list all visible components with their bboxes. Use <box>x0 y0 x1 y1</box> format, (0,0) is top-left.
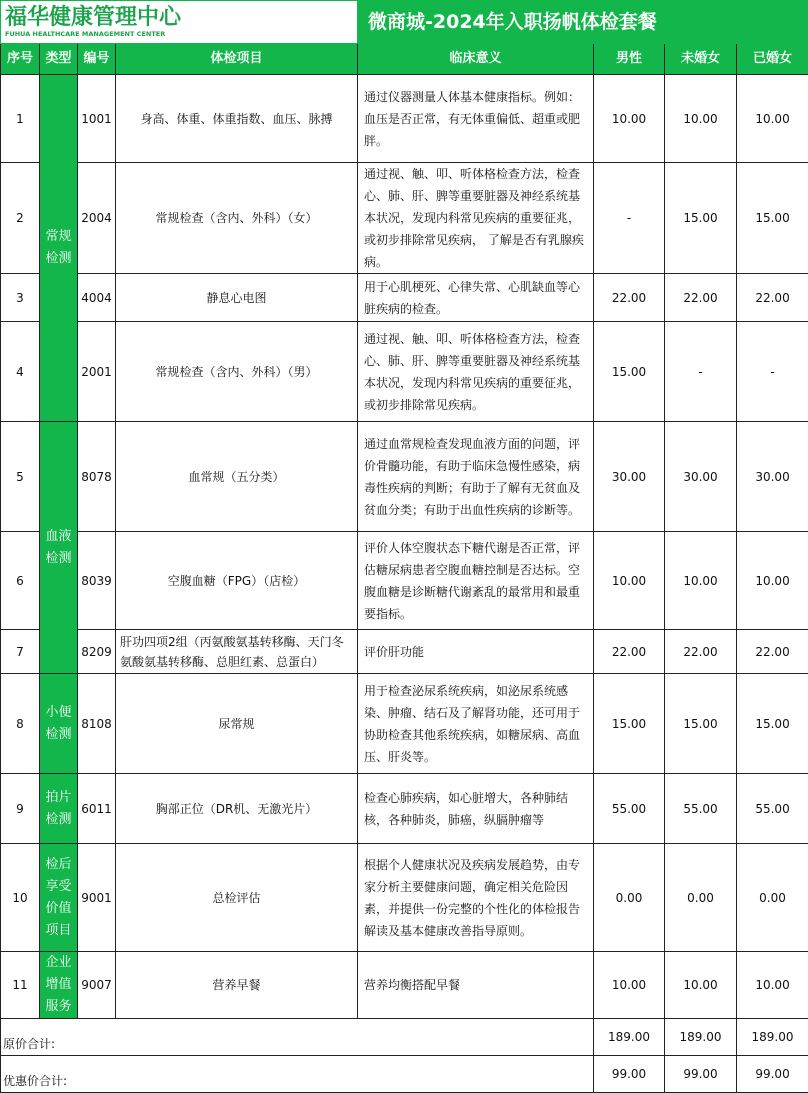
category-label: 企业增值服务 <box>40 952 77 1018</box>
row-price-male: 10.00 <box>594 952 665 1019</box>
table-row <box>1 774 808 844</box>
row-item: 常规检查（含内、外科）（男） <box>116 322 358 422</box>
row-item: 总检评估 <box>116 844 358 952</box>
category-blood <box>40 422 78 674</box>
table-row <box>1 674 808 774</box>
header-item: 体检项目 <box>116 44 358 75</box>
row-item: 胸部正位（DR机、无激光片） <box>116 774 358 844</box>
original-total-row <box>1 1019 808 1056</box>
category-label: 小便检测 <box>40 702 77 746</box>
discount-total-male: 99.00 <box>594 1056 665 1093</box>
category-enterprise <box>40 952 78 1019</box>
row-price-married: 15.00 <box>737 163 808 274</box>
row-item: 肝功四项2组（丙氨酸氨基转移酶、天门冬氨酸氨基转移酶、总胆红素、总蛋白） <box>116 630 358 674</box>
header-no: 序号 <box>1 44 40 75</box>
row-price-unmarried: 55.00 <box>665 774 737 844</box>
row-price-unmarried: 10.00 <box>665 532 737 630</box>
page-title: 微商城-2024年入职扬帆体检套餐 <box>358 1 808 44</box>
category-label: 血液检测 <box>40 526 77 570</box>
row-price-married: 10.00 <box>737 532 808 630</box>
logo-english: FUHUA HEALTHCARE MANAGEMENT CENTER <box>5 30 357 39</box>
row-item: 血常规（五分类） <box>116 422 358 532</box>
header-male: 男性 <box>594 44 665 75</box>
row-price-married: 22.00 <box>737 274 808 322</box>
row-meaning: 评价人体空腹状态下糖代谢是否正常，评估糖尿病患者空腹血糖控制是否达标。空腹血糖是诊断糖代谢紊乱的最常用和最重要指标。 <box>358 532 594 630</box>
row-price-unmarried: 22.00 <box>665 630 737 674</box>
row-price-married: - <box>737 322 808 422</box>
table-row <box>1 532 808 630</box>
row-price-male: 0.00 <box>594 844 665 952</box>
logo-cell <box>1 1 358 44</box>
row-meaning: 通过视、触、叩、听体格检查方法，检查心、肺、肝、脾等重要脏器及神经系统基本状况，发现内科常见疾病的重要征兆，或初步排除常见疾病。 <box>358 322 594 422</box>
category-xray <box>40 774 78 844</box>
row-meaning: 用于心肌梗死、心律失常、心肌缺血等心脏疾病的检查。 <box>358 274 594 322</box>
category-after <box>40 844 78 952</box>
row-price-male: - <box>594 163 665 274</box>
row-item: 常规检查（含内、外科）（女） <box>116 163 358 274</box>
row-meaning: 通过血常规检查发现血液方面的问题，评价骨髓功能，有助于临床急慢性感染，病毒性疾病的判断；有助于了解有无贫血及贫血分类；有助于出血性疾病的诊断等。 <box>358 422 594 532</box>
row-code: 8078 <box>78 422 116 532</box>
discount-total-married: 99.00 <box>737 1056 808 1093</box>
row-code: 2001 <box>78 322 116 422</box>
row-code: 2004 <box>78 163 116 274</box>
row-meaning: 检查心肺疾病，如心脏增大，各种肺结核，各种肺炎，肺癌，纵膈肿瘤等 <box>358 774 594 844</box>
row-no: 10 <box>1 844 40 952</box>
category-routine <box>40 75 78 422</box>
row-no: 6 <box>1 532 40 630</box>
row-meaning: 通过视、触、叩、听体格检查方法，检查心、肺、肝、脾等重要脏器及神经系统基本状况，发现内科常见疾病的重要征兆，或初步排除常见疾病， 了解是否有乳腺疾病。 <box>358 163 594 274</box>
header-row <box>1 44 808 75</box>
row-price-married: 10.00 <box>737 75 808 163</box>
row-price-unmarried: 0.00 <box>665 844 737 952</box>
row-code: 8209 <box>78 630 116 674</box>
row-no: 1 <box>1 75 40 163</box>
row-meaning: 评价肝功能 <box>358 630 594 674</box>
brand-logo <box>1 1 357 43</box>
row-price-male: 15.00 <box>594 322 665 422</box>
discount-total-row <box>1 1056 808 1093</box>
original-total-unmarried: 189.00 <box>665 1019 737 1056</box>
row-price-male: 30.00 <box>594 422 665 532</box>
row-price-male: 15.00 <box>594 674 665 774</box>
row-no: 4 <box>1 322 40 422</box>
category-label: 常规检测 <box>40 226 77 270</box>
row-no: 2 <box>1 163 40 274</box>
logo-chinese: 福华健康管理中心 <box>5 6 357 30</box>
row-meaning: 营养均衡搭配早餐 <box>358 952 594 1019</box>
category-urine <box>40 674 78 774</box>
row-code: 6011 <box>78 774 116 844</box>
row-no: 9 <box>1 774 40 844</box>
row-price-unmarried: 10.00 <box>665 952 737 1019</box>
category-label: 检后享受价值项目 <box>40 854 77 942</box>
header-type: 类型 <box>40 44 78 75</box>
discount-total-unmarried: 99.00 <box>665 1056 737 1093</box>
row-price-married: 10.00 <box>737 952 808 1019</box>
header-meaning: 临床意义 <box>358 44 594 75</box>
table-row <box>1 844 808 952</box>
row-code: 8108 <box>78 674 116 774</box>
row-item: 空腹血糖（FPG）（店检） <box>116 532 358 630</box>
row-price-unmarried: 22.00 <box>665 274 737 322</box>
original-total-male: 189.00 <box>594 1019 665 1056</box>
row-price-unmarried: 10.00 <box>665 75 737 163</box>
header-code: 编号 <box>78 44 116 75</box>
header-unmarried: 未婚女 <box>665 44 737 75</box>
original-total-label: 原价合计: <box>1 1019 594 1056</box>
row-code: 8039 <box>78 532 116 630</box>
row-meaning: 根据个人健康状况及疾病发展趋势，由专家分析主要健康问题，确定相关危险因素，并提供一份完整的个性化的体检报告解读及基本健康改善指导原则。 <box>358 844 594 952</box>
discount-total-label: 优惠价合计: <box>1 1056 594 1093</box>
row-price-unmarried: 15.00 <box>665 163 737 274</box>
row-code: 9001 <box>78 844 116 952</box>
row-meaning: 通过仪器测量人体基本健康指标。例如：血压是否正常，有无体重偏低、超重或肥胖。 <box>358 75 594 163</box>
table-row <box>1 422 808 532</box>
row-meaning: 用于检查泌尿系统疾病，如泌尿系统感染、肿瘤、结石及了解肾功能，还可用于协助检查其他系统疾病，如糖尿病、高血压、肝炎等。 <box>358 674 594 774</box>
table-row <box>1 322 808 422</box>
row-price-married: 15.00 <box>737 674 808 774</box>
row-no: 11 <box>1 952 40 1019</box>
row-price-male: 10.00 <box>594 75 665 163</box>
row-no: 8 <box>1 674 40 774</box>
category-label: 拍片检测 <box>40 787 77 831</box>
row-item: 营养早餐 <box>116 952 358 1019</box>
row-price-married: 55.00 <box>737 774 808 844</box>
row-no: 3 <box>1 274 40 322</box>
row-price-male: 55.00 <box>594 774 665 844</box>
banner-row <box>1 1 808 44</box>
row-price-unmarried: 15.00 <box>665 674 737 774</box>
row-code: 4004 <box>78 274 116 322</box>
row-price-unmarried: 30.00 <box>665 422 737 532</box>
row-item: 静息心电图 <box>116 274 358 322</box>
row-no: 7 <box>1 630 40 674</box>
table-row <box>1 75 808 163</box>
row-price-male: 22.00 <box>594 630 665 674</box>
table-row <box>1 630 808 674</box>
original-total-married: 189.00 <box>737 1019 808 1056</box>
row-price-married: 22.00 <box>737 630 808 674</box>
row-price-male: 10.00 <box>594 532 665 630</box>
row-code: 1001 <box>78 75 116 163</box>
row-code: 9007 <box>78 952 116 1019</box>
table-row <box>1 274 808 322</box>
header-married: 已婚女 <box>737 44 808 75</box>
row-price-married: 30.00 <box>737 422 808 532</box>
row-price-male: 22.00 <box>594 274 665 322</box>
row-item: 尿常规 <box>116 674 358 774</box>
row-item: 身高、体重、体重指数、血压、脉搏 <box>116 75 358 163</box>
table-row <box>1 952 808 1019</box>
table-row <box>1 163 808 274</box>
row-price-unmarried: - <box>665 322 737 422</box>
row-no: 5 <box>1 422 40 532</box>
row-price-married: 0.00 <box>737 844 808 952</box>
